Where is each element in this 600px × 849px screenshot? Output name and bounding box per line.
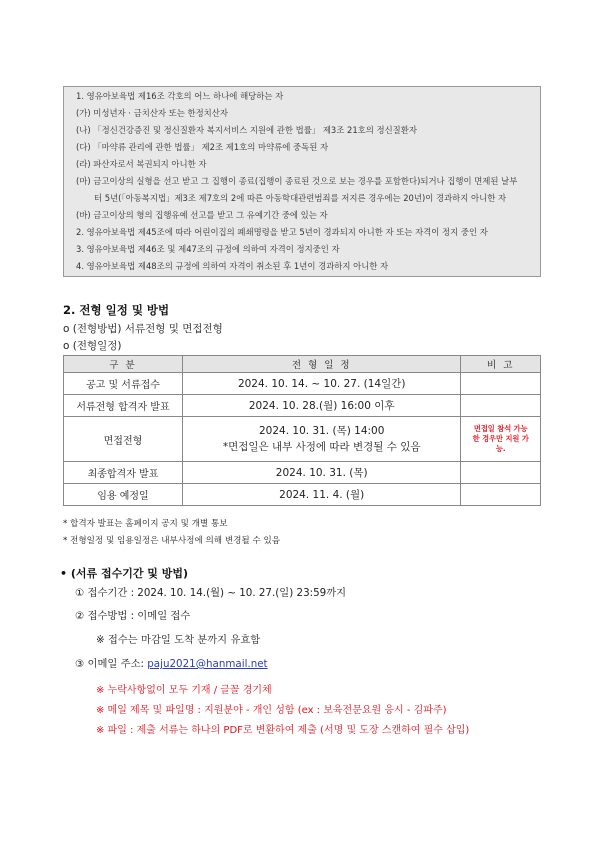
selection-method: o (전형방법) 서류전형 및 면접전형: [63, 323, 223, 335]
row-date: 2024. 10. 28.(월) 16:00 이후: [182, 395, 461, 417]
qual-line: (라) 파산자로서 복권되지 아니한 자: [76, 159, 207, 169]
row-note: [461, 417, 541, 462]
qual-line: (바) 금고이상의 형의 집행유예 선고를 받고 그 유예기간 중에 있는 자: [76, 210, 328, 220]
row-date: 2024. 10. 31. (목): [182, 462, 461, 484]
red-note: ※ 파일 : 제출 서류는 하나의 PDF로 변환하여 제출 (서명 및 도장 스캔하여 필수 삽입): [96, 725, 470, 736]
row-category: 공고 및 서류접수: [64, 373, 183, 395]
row-note: [461, 395, 541, 417]
header-date: 전 형 일 정: [182, 356, 461, 373]
qual-line: 2. 영유아보육법 제45조에 따라 어린이집의 폐쇄명령을 받고 5년이 경과되지 아니한 자 또는 자격이 정지 중인 자: [76, 227, 488, 237]
email-link[interactable]: paju2021@hanmail.net: [147, 658, 268, 670]
red-note: ※ 누락사항없이 모두 기재 / 글꼴 경기체: [96, 685, 272, 696]
interview-note: 면접일 참석 가능한 경우만 지원 가능.: [472, 424, 529, 453]
qual-line: (마) 금고이상의 실형을 선고 받고 그 집행이 종료(집행이 종료된 것으로 보는 경우를 포함한다)되거나 집행이 면제된 날부: [76, 176, 518, 186]
schedule-table: [63, 355, 541, 506]
disqualification-box: [63, 86, 541, 277]
row-category: 임용 예정일: [64, 484, 183, 506]
footnote: * 합격자 발표는 홈페이지 공지 및 개별 통보: [63, 519, 228, 529]
row-note: [461, 373, 541, 395]
row-note: [461, 462, 541, 484]
qual-line: (다) 「마약류 관리에 관한 법률」 제2조 제1호의 마약류에 중독된 자: [76, 142, 329, 152]
email-row: [75, 655, 268, 670]
header-category: 구 분: [64, 356, 183, 373]
qual-line: 1. 영유아보육법 제16조 각호의 어느 하나에 해당하는 자: [76, 91, 284, 101]
row-date: [182, 417, 461, 462]
row-date: 2024. 10. 14. ~ 10. 27. (14일간): [182, 373, 461, 395]
row-category: 서류전형 합격자 발표: [64, 395, 183, 417]
footnote: * 전형일정 및 임용일정은 내부사정에 의해 변경될 수 있음: [63, 536, 281, 546]
schedule-label: o (전형일정): [63, 340, 122, 352]
section-title: 2. 전형 일정 및 방법: [63, 303, 170, 317]
row-category: 최종합격자 발표: [64, 462, 183, 484]
qual-line: (가) 미성년자 · 금치산자 또는 한정치산자: [76, 108, 228, 118]
table-row: [64, 373, 541, 395]
email-label: ③ 이메일 주소:: [75, 658, 148, 670]
interview-date: 2024. 10. 31. (목) 14:00: [259, 425, 385, 437]
application-title: • (서류 접수기간 및 방법): [60, 567, 189, 580]
header-note: 비 고: [461, 356, 541, 373]
table-header-row: [64, 356, 541, 373]
qual-line: 4. 영유아보육법 제48조의 규정에 의하여 자격이 취소된 후 1년이 경과하지 아니한 자: [76, 261, 389, 271]
table-row: [64, 417, 541, 462]
row-note: [461, 484, 541, 506]
application-period: ① 접수기간 : 2024. 10. 14.(월) ~ 10. 27.(일) 23:59까지: [75, 587, 347, 599]
interview-date-note: *면접일은 내부 사정에 따라 변경될 수 있음: [222, 441, 421, 453]
red-note: ※ 메일 제목 및 파일명 : 지원분야 - 개인 성함 (ex : 보육전문요원 응시 - 김파주): [96, 705, 447, 716]
qual-line: 3. 영유아보육법 제46조 및 제47조의 규정에 의하여 자격이 정지중인 자: [76, 244, 340, 254]
application-method: ② 접수방법 : 이메일 접수: [75, 610, 191, 622]
qual-line: (나) 「정신건강증진 및 정신질환자 복지서비스 지원에 관한 법률」 제3조 21호의 정신질환자: [76, 125, 417, 135]
qual-line: 터 5년(「아동복지법」제3조 제7호의 2에 따른 아동학대관련범죄를 저지른 경우에는 20년)이 경과하지 아니한 자: [94, 193, 507, 203]
row-category: 면접전형: [64, 417, 183, 462]
row-date: 2024. 11. 4. (월): [182, 484, 461, 506]
table-row: [64, 395, 541, 417]
application-method-note: ※ 접수는 마감일 도착 분까지 유효함: [96, 634, 261, 646]
table-row: [64, 484, 541, 506]
table-row: [64, 462, 541, 484]
